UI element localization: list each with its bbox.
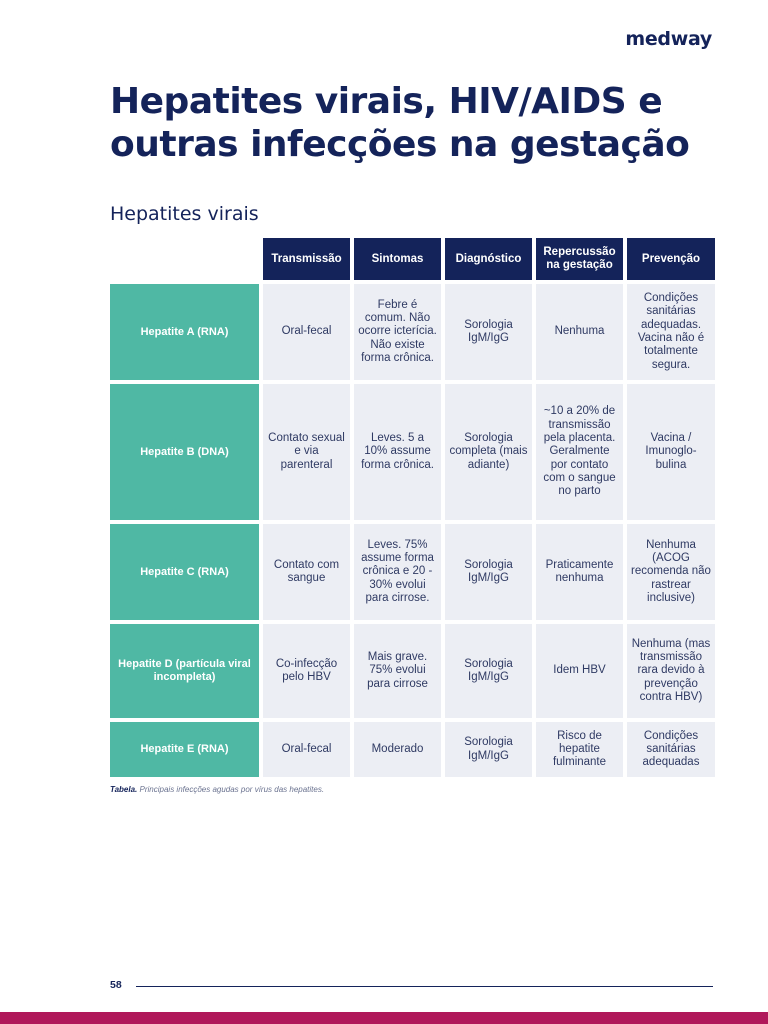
column-header: Transmissão <box>263 238 350 280</box>
hepatitis-table <box>110 238 713 777</box>
table-corner <box>110 238 259 280</box>
table-cell: Sorologia IgM/IgG <box>445 722 532 777</box>
table-cell: Oral-fecal <box>263 722 350 777</box>
column-header: Repercussão na gestação <box>536 238 623 280</box>
column-header: Diagnóstico <box>445 238 532 280</box>
table-cell: Leves. 5 a 10% assume forma crônica. <box>354 384 441 520</box>
table-cell: Co-infecção pelo HBV <box>263 624 350 718</box>
table-cell: Sorologia completa (mais adiante) <box>445 384 532 520</box>
table-cell: Idem HBV <box>536 624 623 718</box>
table-cell: ~10 a 20% de transmissão pela placenta. Geralmente por contato com o sangue no parto <box>536 384 623 520</box>
section-title: Hepatites virais <box>110 203 259 225</box>
table-caption <box>110 785 324 794</box>
table-cell: Sorologia IgM/IgG <box>445 524 532 620</box>
footer-bar <box>0 1012 768 1024</box>
table-cell: Moderado <box>354 722 441 777</box>
table-cell: Sorologia IgM/IgG <box>445 624 532 718</box>
table-cell: Nenhuma (mas transmissão rara devido à prevenção contra HBV) <box>627 624 715 718</box>
page-number: 58 <box>110 979 122 991</box>
row-header: Hepatite A (RNA) <box>110 284 259 380</box>
row-header: Hepatite C (RNA) <box>110 524 259 620</box>
table-cell: Contato com sangue <box>263 524 350 620</box>
caption-label: Tabela. <box>110 785 138 794</box>
table-cell: Nenhuma <box>536 284 623 380</box>
table-cell: Risco de hepatite fulminante <box>536 722 623 777</box>
table-cell: Mais grave. 75% evolui para cirrose <box>354 624 441 718</box>
row-header: Hepatite E (RNA) <box>110 722 259 777</box>
table-cell: Sorologia IgM/IgG <box>445 284 532 380</box>
table-cell: Praticamente nenhuma <box>536 524 623 620</box>
page-title: Hepatites virais, HIV/AIDS e outras infecções na gestação <box>110 81 690 165</box>
column-header: Prevenção <box>627 238 715 280</box>
caption-text: Principais infecções agudas por vírus das hepatites. <box>139 785 325 794</box>
table-cell: Condições sanitárias adequadas <box>627 722 715 777</box>
table-cell: Vacina / Imunoglo-bulina <box>627 384 715 520</box>
footer-divider <box>136 986 713 987</box>
table-cell: Oral-fecal <box>263 284 350 380</box>
brand-logo: medway <box>625 28 712 50</box>
column-header: Sintomas <box>354 238 441 280</box>
table-cell: Nenhuma (ACOG recomenda não rastrear inclusive) <box>627 524 715 620</box>
table-cell: Leves. 75% assume forma crônica e 20 - 30% evolui para cirrose. <box>354 524 441 620</box>
table-cell: Contato sexual e via parenteral <box>263 384 350 520</box>
table-cell: Febre é comum. Não ocorre icterícia. Não existe forma crônica. <box>354 284 441 380</box>
table-cell: Condições sanitárias adequadas. Vacina não é totalmente segura. <box>627 284 715 380</box>
row-header: Hepatite B (DNA) <box>110 384 259 520</box>
row-header: Hepatite D (partícula viral incompleta) <box>110 624 259 718</box>
